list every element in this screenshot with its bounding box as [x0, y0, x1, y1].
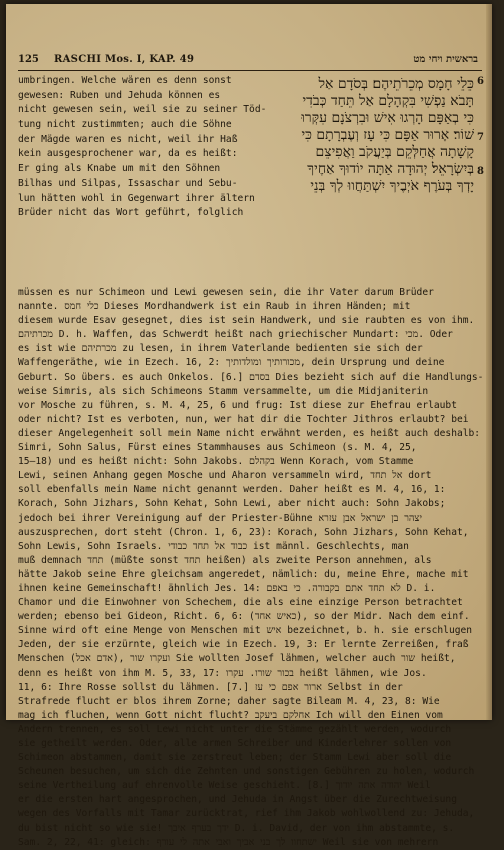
commentary-line: nicht gewesen sein, weil sie zu seiner Töd- [18, 104, 267, 116]
commentary-line: 15—18) und es heißt nicht: Sohn Jakobs. בקהלם Wenn Korach, vom Stamme [18, 456, 414, 468]
commentary-line: מכרתיהם D. h. Waffen, das Schwerdt heißt nach griechischer Mundart: מכי. Oder [18, 329, 453, 341]
commentary-line: diesem wurde Esav gesegnet, dies ist sein Handwerk, und sie raubten es von ihm. [18, 315, 475, 327]
commentary-line: oder nicht? Ist es verboten, nun, wer hat dir die Tochter Jithros erlaubt? bei [18, 413, 469, 425]
hebrew-verse-line: בְּיִשְׂרָאֵל׃ יְהוּדָה אַתָּה יוֹדוּךָ אַחֶיךָ [307, 161, 474, 177]
commentary-line: kein ausgesprochener war, da es heißt: [18, 148, 238, 160]
hebrew-verse-line: כֵּלֵי חָמָס מְכֵרֹתֵיהֶם׃ בְּסֹדָם אַל [318, 76, 474, 92]
commentary-line: Geburt. So übers. es auch Onkelos. [6.] בסדם Dies bezieht sich auf die Handlungs- [18, 371, 484, 383]
upper-section [18, 74, 484, 282]
commentary-line: hätte Jakob seine Ehre gleichsam angeredet, nämlich: du, meine Ehre, mache mit [18, 568, 469, 580]
running-head: RASCHI Mos. I, KAP. 49 [54, 54, 195, 65]
commentary-line: nannte. כלי חמס Dieses Mordhandwerk ist ein Raub in ihren Händen; mit [18, 301, 411, 313]
commentary-line: tung nicht zustimmten; auch die Söhne [18, 119, 232, 131]
commentary-line: soll ebenfalls mein Name nicht genannt werden. Daher heißt es M. 4, 16, 1: [18, 484, 446, 496]
commentary-line: ihnen keine Gemeinschaft! ähnlich Jes. 14: לא תחד אתם בקבורה. כי באפם D. i. [18, 582, 436, 594]
hebrew-verse-line: קָשָׁתָה אֲחַלְּקֵם בְּיַעֲקֹב וַאֲפִיצֵם [315, 144, 474, 160]
commentary-line: jedoch bei ihrer Vereinigung auf der Priester-Bühne יצהר בן ישראל אבן עזרא [18, 512, 422, 524]
commentary-column [18, 74, 267, 221]
commentary-line: mag ich fluchen, wenn Gott nicht flucht? אחלקם ביעקב Ich will den Einen vom [18, 709, 443, 721]
commentary-line: Korach, Sohn Jizhars, Sohn Kehat, Sohn Lewi, aber nicht auch: Sohn Jakobs; [18, 498, 446, 510]
page-number: 125 [18, 54, 39, 65]
commentary-line: denn es heißt von ihm M. 5, 33, 17: בכור שורו. עקרו heißt lähmen, wie Jos. [18, 667, 427, 679]
commentary-line: Jeden, der sie erzürnte, gleich wie in Ezech. 19, 3: Er lernte Zerreißen, fraß [18, 639, 469, 651]
commentary-line: sie getheilt werden. Oder, alle armen Schreiber und Kinderlehrer sollen von [18, 738, 452, 749]
hebrew-verse-line: תָּבֹא נַפְשִׁי בִּקְהָלָם אַל תֵּחַד כְּבֹדִי [302, 93, 474, 109]
commentary-line: Sinne wird oft eine Menge von Menschen mit איש bezeichnet, b. h. sie erschlugen [18, 625, 473, 637]
commentary-line: gewesen: Ruben und Jehuda können es [18, 89, 221, 101]
commentary-line: müssen es nur Schimeon und Lewi gewesen sein, die ihr Vater darum Brüder [18, 287, 434, 298]
commentary-line: lun hätten wohl in Gegenwart ihrer ältern [18, 192, 255, 204]
verse-number: 7 [477, 132, 484, 143]
commentary-body [18, 286, 482, 850]
commentary-line: werden; ebenso bei Gideon, Richt. 6, 6: (כאיש אחד), so der Midr. Nach dem einf. [18, 611, 470, 623]
verse-number: 8 [477, 166, 484, 177]
commentary-line: Brüder nicht das Wort geführt, folglich [18, 207, 244, 219]
commentary-line: der Mägde waren es nicht, weil ihr Haß [18, 133, 238, 145]
commentary-line: Schimeon abstammen, damit sie zerstreut leben; der Stamm Lewi aber soll die [18, 752, 452, 764]
commentary-line: Sam. 2, 22, 41: gleich: ישתחוו לך בני אביך ואבי אתה לי עורף Weil sie von mehrern [18, 836, 439, 848]
commentary-line: vor Mosche zu führen, s. M. 4, 25, 6 und frug: Ist diese zur Ehefrau erlaubt [18, 399, 457, 411]
hebrew-verse-line: יָדְךָ בְּעֹרֶף אֹיְבֶיךָ יִשְׁתַּחֲווּ לְךָ בְּנֵי [310, 178, 474, 194]
hebrew-running-head: בראשית ויחי מט [413, 54, 478, 65]
header-rule [18, 70, 482, 71]
commentary-line: 11, 6: Ihre Rosse sollst du lähmen. [7.] ארור אפם כי עז Selbst in der [18, 681, 403, 693]
commentary-line: Er ging als Knabe um mit den Söhnen [18, 163, 221, 175]
hebrew-verse-line: כִּי בְאַפָּם הָרְגוּ אִישׁ וּבִרְצֹנָם עִקְּרוּ [301, 110, 474, 126]
commentary-line: er die ersten hart angesprochen, und Jehuda in Angst über die Zurechtweisung [18, 794, 457, 806]
commentary-line: Scheunen besuchen, um sich die Zehnten und sonstigen Gebühren zu holen, wodurch [18, 766, 475, 778]
commentary-line: Simri, Sohn Salus, Fürst eines Stammhauses aus Schimeon (s. M. 4, 25, [18, 442, 417, 454]
commentary-line: Bilhas und Silpas, Issaschar und Sebu- [18, 177, 238, 189]
commentary-line: Waffengeräthe, wie in Ezech. 16, 2: מכורותיך ומולדותיך, dein Ursprung und deine [18, 357, 445, 369]
commentary-line: Lewi, seinen Anhang gegen Mosche und Aharon versammeln wird, אל תחד dort [18, 470, 432, 482]
commentary-line: dieser Angelegenheit soll mein Name nicht erwähnt werden, es heißt auch deshalb: [18, 427, 481, 439]
commentary-line: muß demnach תחד (müßte sonst תחד heißen) als zweite Person annehmen, als [18, 554, 432, 566]
commentary-line: Chamor und die Einwohner von Schechem, die als eine einzige Person betrachtet [18, 597, 463, 609]
commentary-line: umbringen. Welche wären es denn sonst [18, 75, 232, 86]
book-page [6, 4, 492, 848]
page-edge [486, 4, 492, 720]
commentary-line: Menschen (אדם אכל), ועקרו שור Sie wollten Josef lähmen, welcher auch שור heißt, [18, 653, 456, 665]
page-header [18, 54, 484, 70]
commentary-line: Sohn Lewis, Sohn Israels. כבוד אל תחד כבודי ist männl. Geschlechts, man [18, 540, 409, 552]
commentary-line: weise Simris, als sich Schimeons Stamm versammelte, um die Midjaniterin [18, 385, 429, 397]
commentary-line: es ist wie מכרתיהם zu lesen, in ihrem Vaterlande bedienten sie sich der [18, 343, 423, 355]
commentary-line: Andern trennen, es soll Lewi nicht unter die Stämme gezählt werden, wodurch [18, 723, 452, 735]
commentary-line: auszusprechen, dort steht (Chron. 1, 6, 23): Korach, Sohn Jizhars, Sohn Kehat, [18, 526, 469, 538]
commentary-line: seine Vertheilung auf ehrenvolle Weise geschieht. [8.] יהודה אתה יודוך Weil [18, 780, 431, 792]
verse-number: 6 [477, 76, 484, 87]
commentary-line: du bist nicht so wie sie! ידך בערף איבך D. i. David, der von ihm abstammte, s. [18, 822, 455, 834]
hebrew-verse-line: שׁוֹר׃ אָרוּר אַפָּם כִּי עָז וְעֶבְרָתָם כִּי [301, 127, 474, 143]
hebrew-verse-column [222, 76, 474, 195]
commentary-line: wegen des Vorfalls mit Tamar zurücktrat, rief ihm Jakob wohlwollend zu: Jehuda, [18, 808, 475, 820]
commentary-line: Strafrede flucht er blos ihrem Zorne; daher sagte Bileam M. 4, 23, 8: Wie [18, 695, 440, 707]
